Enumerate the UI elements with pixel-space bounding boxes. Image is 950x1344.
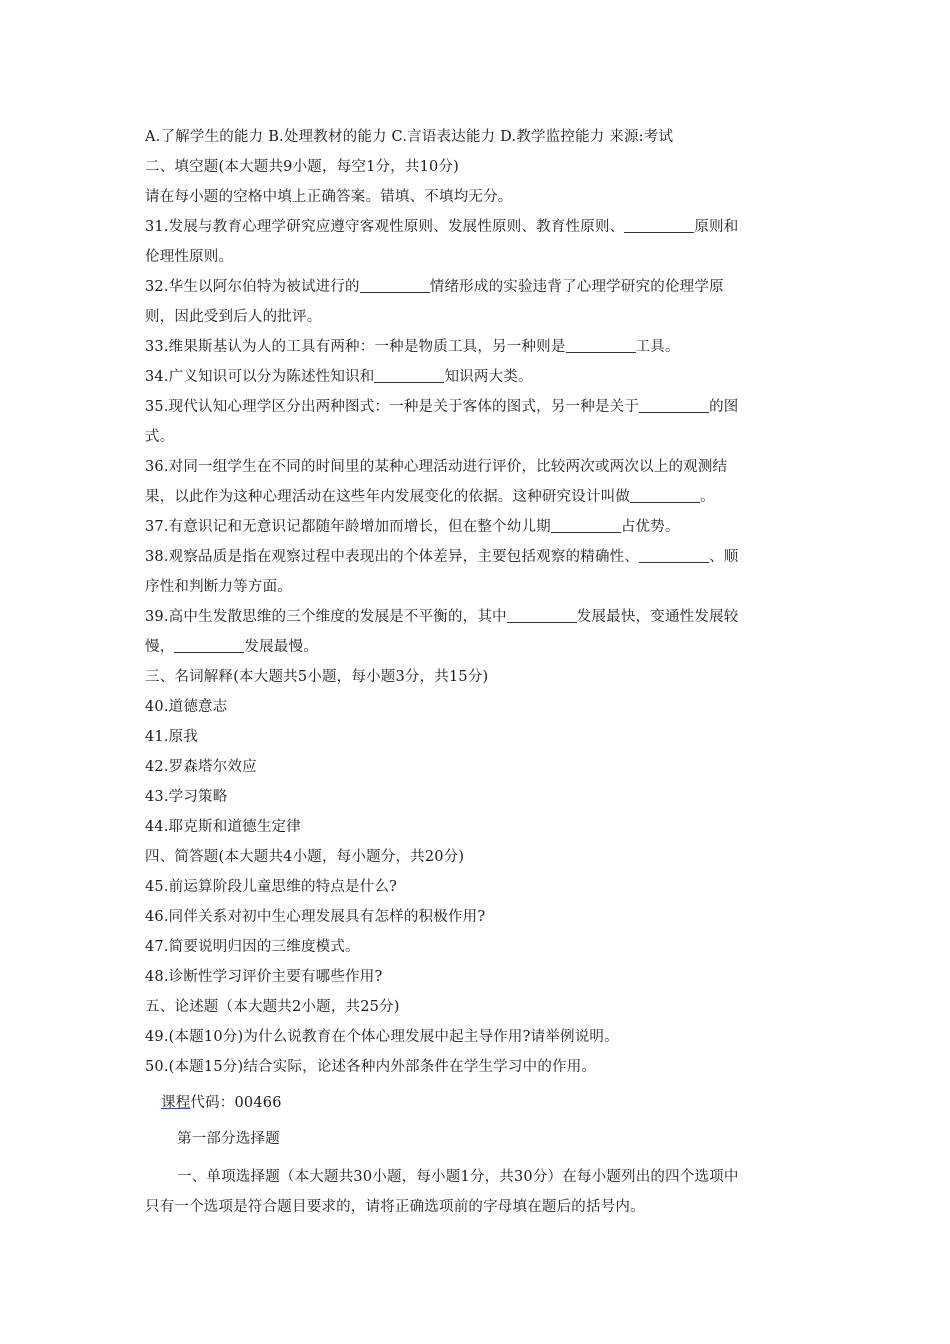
next-exam-header [145, 1088, 810, 1222]
question-39-cont: 慢， 发展最慢。 [145, 632, 810, 662]
question-41: 41.原我 [145, 729, 199, 745]
question-32: 32.华生以阿尔伯特为被试进行的 情绪形成的实验违背了心理学研究的伦理学原 [145, 272, 810, 302]
question-50: 50.(本题15分)结合实际，论述各种内外部条件在学生学习中的作用。 [145, 1059, 597, 1075]
exam-body [145, 122, 810, 1082]
options-line: A.了解学生的能力 B.处理教材的能力 C.言语表达能力 D.教学监控能力 来源:考试 [145, 129, 674, 145]
part-one-title: 第一部分选择题 [177, 1131, 280, 1147]
section-5-heading: 五、论述题（本大题共2小题，共25分) [145, 999, 400, 1015]
question-32-cont: 则，因此受到后人的批评。 [145, 309, 322, 325]
question-33: 33.维果斯基认为人的工具有两种：一种是物质工具，另一种则是 工具。 [145, 332, 810, 362]
section-1-instructions-cont: 只有一个选项是符合题目要求的，请将正确选项前的字母填在题后的括号内。 [145, 1199, 645, 1215]
course-label: 课程 [161, 1095, 191, 1111]
question-31: 31.发展与教育心理学研究应遵守客观性原则、发展性原则、教育性原则、 原则和 [145, 212, 810, 242]
question-49: 49.(本题10分)为什么说教育在个体心理发展中起主导作用?请举例说明。 [145, 1029, 619, 1045]
question-36: 36.对同一组学生在不同的时间里的某种心理活动进行评价，比较两次或两次以上的观测结 [145, 459, 728, 475]
question-38-cont: 序性和判断力等方面。 [145, 579, 292, 595]
answer-blank [566, 336, 636, 353]
answer-blank [507, 606, 577, 623]
section-3-heading: 三、名词解释(本大题共5小题，每小题3分，共15分) [145, 669, 489, 685]
question-34: 34.广义知识可以分为陈述性知识和 知识两大类。 [145, 362, 810, 392]
answer-blank [174, 636, 244, 653]
course-code: 课程代码：00466 [161, 1095, 282, 1111]
section-4-heading: 四、简答题(本大题共4小题，每小题分，共20分) [145, 849, 465, 865]
section-2-instructions: 请在每小题的空格中填上正确答案。错填、不填均无分。 [145, 189, 513, 205]
question-36-cont: 果，以此作为这种心理活动在这些年内发展变化的依据。这种研究设计叫做 。 [145, 482, 810, 512]
question-44: 44.耶克斯和道德生定律 [145, 819, 301, 835]
answer-blank [374, 366, 444, 383]
answer-blank [551, 516, 621, 533]
question-37: 37.有意识记和无意识记都随年龄增加而增长，但在整个幼儿期 占优势。 [145, 512, 810, 542]
question-46: 46.同伴关系对初中生心理发展具有怎样的积极作用? [145, 909, 486, 925]
question-43: 43.学习策略 [145, 789, 228, 805]
question-47: 47.简要说明归因的三维度模式。 [145, 939, 360, 955]
question-45: 45.前运算阶段儿童思维的特点是什么? [145, 879, 398, 895]
question-40: 40.道德意志 [145, 699, 228, 715]
question-39: 39.高中生发散思维的三个维度的发展是不平衡的，其中 发展最快，变通性发展较 [145, 602, 810, 632]
answer-blank [630, 486, 700, 503]
answer-blank [624, 216, 694, 233]
answer-blank [639, 546, 709, 563]
answer-blank [639, 396, 709, 413]
question-42: 42.罗森塔尔效应 [145, 759, 257, 775]
question-38: 38.观察品质是指在观察过程中表现出的个体差异，主要包括观察的精确性、 、顺 [145, 542, 810, 572]
question-35: 35.现代认知心理学区分出两种图式：一种是关于客体的图式，另一种是关于 的图 [145, 392, 810, 422]
question-35-cont: 式。 [145, 429, 175, 445]
question-48: 48.诊断性学习评价主要有哪些作用? [145, 969, 383, 985]
question-31-cont: 伦理性原则。 [145, 249, 234, 265]
section-1-instructions: 一、单项选择题（本大题共30小题，每小题1分，共30分）在每小题列出的四个选项中 [177, 1169, 739, 1185]
section-2-heading: 二、填空题(本大题共9小题，每空1分，共10分) [145, 159, 460, 175]
answer-blank [360, 276, 430, 293]
